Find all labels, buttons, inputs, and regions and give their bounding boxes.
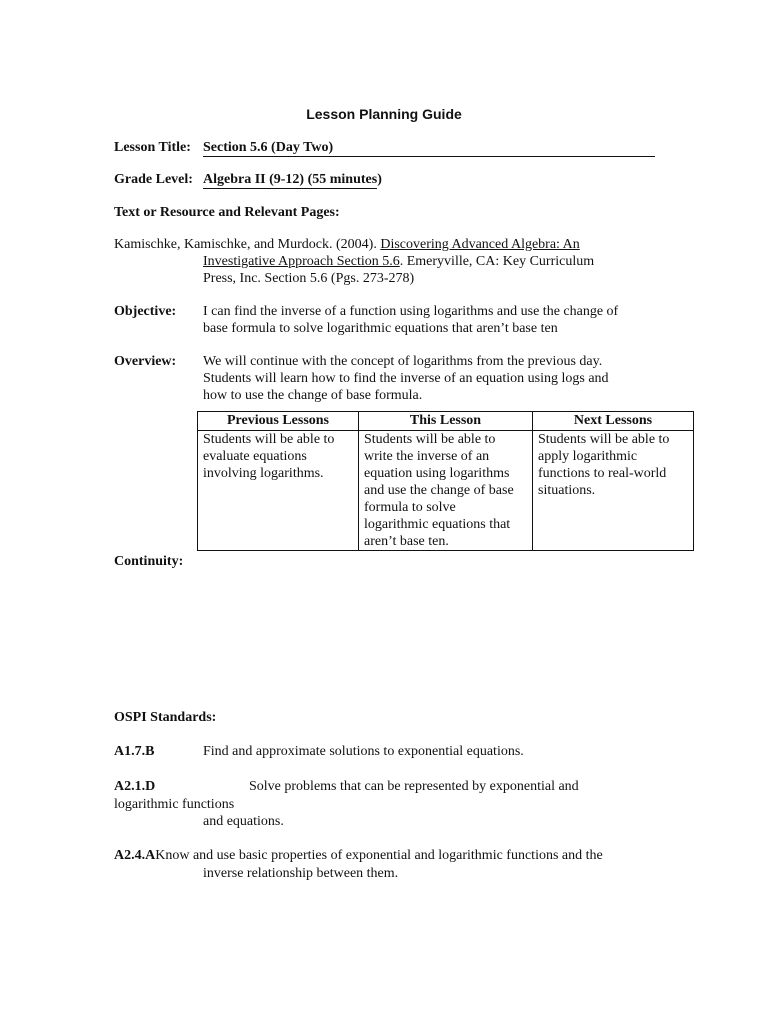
cell-line: logarithmic equations that: [364, 517, 511, 532]
grade-level-label: Grade Level:: [114, 172, 193, 187]
objective-line: base formula to solve logarithmic equations that aren’t base ten: [203, 321, 558, 336]
table-header-row: [198, 412, 694, 431]
standard-text-a1-7-b: Find and approximate solutions to exponential equations.: [203, 744, 524, 759]
overview-line: Students will learn how to find the inverse of an equation using logs and: [203, 371, 609, 386]
resources-heading: Text or Resource and Relevant Pages:: [114, 205, 340, 220]
overview-label: Overview:: [114, 354, 177, 369]
cell-line: and use the change of base: [364, 483, 514, 498]
standard-code-a1-7-b: A1.7.B: [114, 744, 155, 759]
cell-line: write the inverse of an: [364, 449, 490, 464]
header-this-lesson: This Lesson: [359, 412, 533, 431]
cell-this-lesson: [359, 431, 533, 551]
continuity-label: Continuity:: [114, 554, 184, 569]
citation-book-title-part-1: Discovering Advanced Algebra: An: [380, 237, 580, 252]
citation-line-3: Press, Inc. Section 5.6 (Pgs. 273-278): [203, 271, 415, 286]
table-row: [198, 431, 694, 551]
standard-text-a2-4-a-line-2: inverse relationship between them.: [203, 866, 399, 881]
overview-line: how to use the change of base formula.: [203, 388, 423, 403]
objective-text: [203, 303, 618, 337]
cell-line: formula to solve: [364, 500, 456, 515]
lesson-title-text: Section 5.6 (Day Two): [203, 140, 334, 155]
citation-authors: Kamischke, Kamischke, and Murdock. (2004).: [114, 237, 381, 252]
header-next-lessons: Next Lessons: [533, 412, 694, 431]
grade-level-text: Algebra II (9-12) (55 minutes): [203, 172, 382, 187]
cell-line: involving logarithms.: [203, 466, 324, 481]
cell-previous-lessons: [198, 431, 359, 551]
cell-line: Students will be able to: [203, 432, 335, 447]
citation-line-1: [114, 236, 580, 253]
cell-line: functions to real-world: [538, 466, 667, 481]
cell-line: aren’t base ten.: [364, 534, 449, 549]
cell-line: apply logarithmic: [538, 449, 638, 464]
grade-level-value: [203, 171, 382, 189]
standard-code-a2-1-d: A2.1.D: [114, 779, 156, 794]
standards-heading: OSPI Standards:: [114, 710, 217, 725]
objective-line: I can find the inverse of a function using logarithms and use the change of: [203, 304, 619, 319]
standard-code-a2-4-a: A2.4.A: [114, 848, 156, 863]
lessons-table: [197, 411, 694, 551]
document-title: Lesson Planning Guide: [306, 106, 462, 122]
standard-text-a2-1-d-line-3: and equations.: [203, 814, 284, 829]
standard-text-a2-1-d-line-2: logarithmic functions: [114, 797, 235, 812]
citation-line-2: [203, 253, 594, 270]
overview-line: We will continue with the concept of logarithms from the previous day.: [203, 354, 603, 369]
standard-text-a2-1-d-line-1: Solve problems that can be represented by exponential and: [249, 779, 579, 794]
cell-line: evaluate equations: [203, 449, 307, 464]
citation-publisher-location: . Emeryville, CA: Key Curriculum: [399, 254, 595, 269]
citation-book-title-part-2: Investigative Approach Section 5.6: [203, 254, 400, 269]
cell-line: equation using logarithms: [364, 466, 510, 481]
standard-text-a2-4-a: Know and use basic properties of exponential and logarithmic functions and the: [155, 848, 603, 863]
objective-label: Objective:: [114, 304, 177, 319]
lesson-title-value: [203, 139, 655, 157]
cell-line: Students will be able to: [538, 432, 670, 447]
cell-line: Students will be able to: [364, 432, 496, 447]
header-previous-lessons: Previous Lessons: [198, 412, 359, 431]
overview-text: [203, 353, 609, 404]
cell-next-lessons: [533, 431, 694, 551]
standard-a2-4-a-line-1: [114, 847, 603, 864]
cell-line: situations.: [538, 483, 596, 498]
lesson-title-label: Lesson Title:: [114, 140, 191, 155]
